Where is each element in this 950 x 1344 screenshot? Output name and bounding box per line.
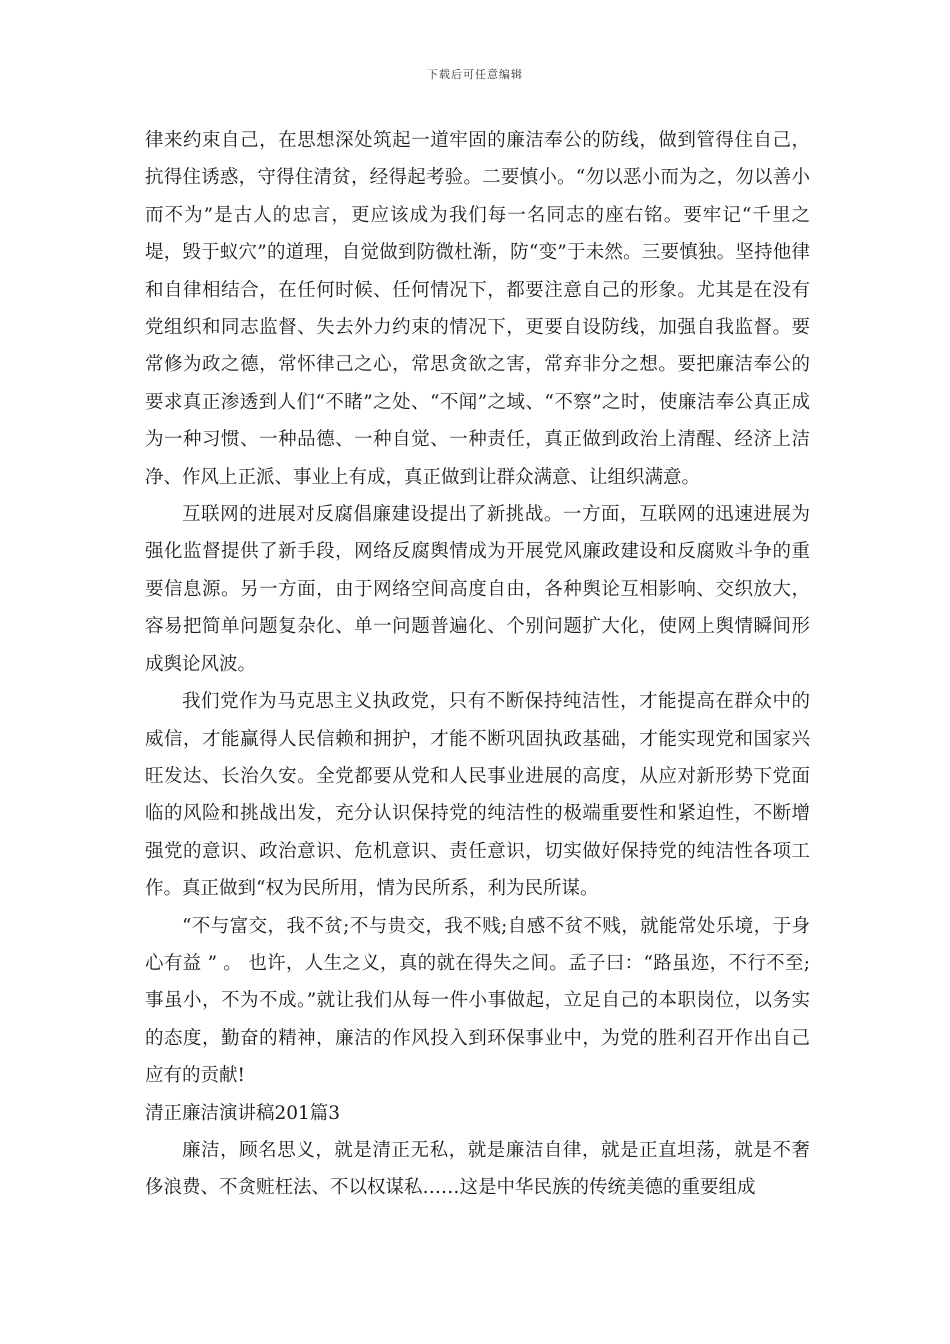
document-body bbox=[145, 122, 810, 1207]
section-heading: 清正廉洁演讲稿201篇3 bbox=[145, 1102, 341, 1124]
paragraph-4: “不与富交，我不贫;不与贵交，我不贱;自感不贫不贱，就能常处乐境，于身心有益 ” 。 也许，人生之义，真的就在得失之间。孟子曰：“路虽迩，不行不至;事虽小，不为不成。”就让我们从每一件小事做起，立足自己的本职岗位，以务实的态度，勤奋的精神，廉洁的作风投入到环保事业中，为党的胜利召开作出自己应有的贡献! bbox=[145, 915, 810, 1087]
paragraph-1: 律来约束自己，在思想深处筑起一道牢固的廉洁奉公的防线，做到管得住自己，抗得住诱惑，守得住清贫，经得起考验。二要慎小。“勿以恶小而为之，勿以善小而不为”是古人的忠言，更应该成为我们每一名同志的座右铭。要牢记“千里之堤，毁于蚁穴”的道理，自觉做到防微杜渐，防“变”于未然。三要慎独。坚持他律和自律相结合，在任何时候、任何情况下，都要注意自己的形象。尤其是在没有党组织和同志监督、失去外力约束的情况下，更要自设防线，加强自我监督。要常修为政之德，常怀律己之心，常思贪欲之害，常弃非分之想。要把廉洁奉公的要求真正渗透到人们“不睹”之处、“不闻”之域、“不察”之时，使廉洁奉公真正成为一种习惯、一种品德、一种自觉、一种责任，真正做到政治上清醒、经济上洁净、作风上正派、事业上有成，真正做到让群众满意、让组织满意。 bbox=[145, 130, 810, 488]
paragraph-2: 互联网的进展对反腐倡廉建设提出了新挑战。一方面，互联网的迅速进展为强化监督提供了新手段，网络反腐舆情成为开展党风廉政建设和反腐败斗争的重要信息源。另一方面，由于网络空间高度自由，各种舆论互相影响、交织放大，容易把简单问题复杂化、单一问题普遍化、个别问题扩大化，使网上舆情瞬间形成舆论风波。 bbox=[145, 504, 810, 675]
paragraph-3: 我们党作为马克思主义执政党，只有不断保持纯洁性，才能提高在群众中的威信，才能赢得人民信赖和拥护，才能不断巩固执政基础，才能实现党和国家兴旺发达、长治久安。全党都要从党和人民事业进展的高度，从应对新形势下党面临的风险和挑战出发，充分认识保持党的纯洁性的极端重要性和紧迫性，不断增强党的意识、政治意识、危机意识、责任意识，切实做好保持党的纯洁性各项工作。真正做到“权为民所用，情为民所系，利为民所谋。 bbox=[145, 691, 810, 900]
header-note: 下载后可任意编辑 bbox=[427, 68, 523, 81]
paragraph-5: 廉洁，顾名思义，就是清正无私，就是廉洁自律，就是正直坦荡，就是不奢侈浪费、不贪赃枉法、不以权谋私……这是中华民族的传统美德的重要组成 bbox=[145, 1139, 810, 1199]
